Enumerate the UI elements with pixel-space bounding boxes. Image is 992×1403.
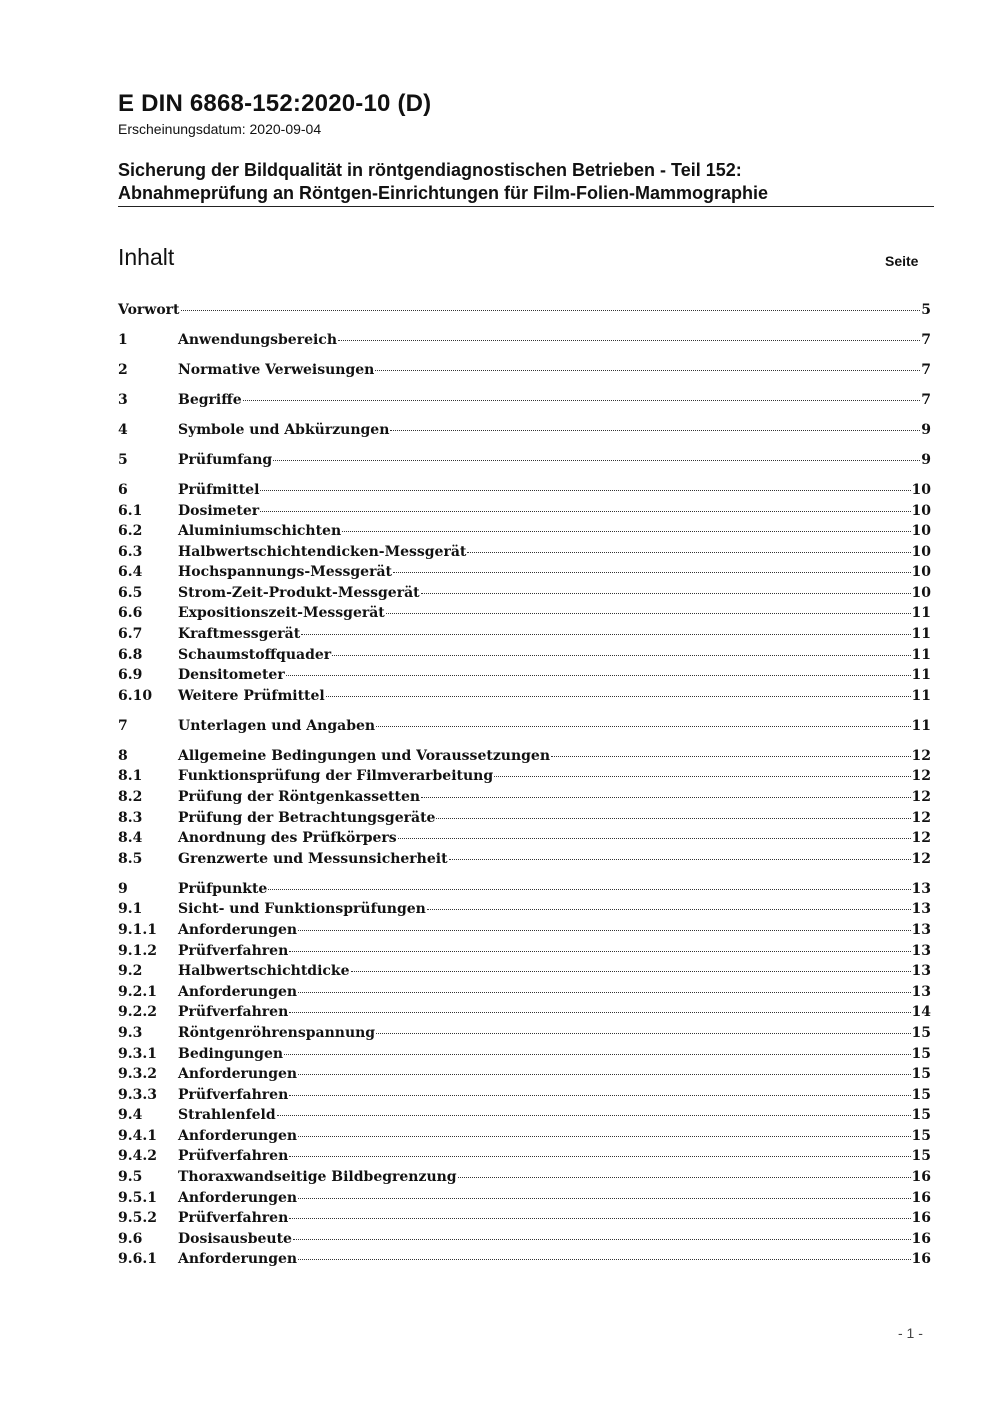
toc-entry-number: 1 — [118, 331, 128, 348]
toc-entry-title: Strom-Zeit-Produkt-Messgerät — [178, 584, 420, 601]
toc-entry-number: 9.4.2 — [118, 1148, 157, 1165]
toc-entry[interactable] — [118, 1190, 931, 1211]
toc-entry-title: Prüfung der Röntgenkassetten — [178, 789, 421, 805]
toc-entry-page: 12 — [911, 830, 931, 847]
toc-entry-page: 10 — [911, 584, 931, 601]
toc-dot-leader — [286, 675, 911, 676]
toc-entry-number: 9.2 — [118, 963, 143, 980]
toc-entry-number: 9.4.1 — [118, 1127, 157, 1144]
toc-dot-leader — [338, 340, 920, 341]
toc-entry[interactable] — [118, 362, 931, 383]
toc-entry-page: 16 — [911, 1189, 931, 1206]
toc-entry-number: 9.2.1 — [118, 983, 157, 1000]
toc-entry-number: 6.10 — [118, 687, 153, 704]
toc-entry[interactable] — [118, 626, 931, 647]
subtitle-line-2: Abnahmeprüfung an Röntgen-Einrichtungen für Film-Folien-Mammographie — [118, 183, 768, 203]
toc-entry-page: 13 — [911, 963, 931, 980]
toc-entry-title: Bedingungen — [178, 1045, 284, 1062]
toc-dot-leader — [449, 859, 911, 860]
toc-dot-leader — [390, 430, 920, 431]
toc-dot-leader — [458, 1177, 911, 1178]
toc-entry-number: 9.4 — [118, 1107, 143, 1124]
toc-dot-leader — [467, 552, 910, 553]
toc-dot-leader — [298, 1136, 910, 1137]
toc-entry-page: 13 — [911, 901, 931, 918]
toc-entry-title: Röntgenröhrenspannung — [178, 1024, 376, 1041]
toc-entry-title: Aluminiumschichten — [178, 523, 342, 540]
toc-dot-leader — [326, 696, 911, 697]
toc-entry-page: 10 — [911, 564, 931, 581]
toc-dot-leader — [298, 1074, 910, 1075]
document-id: E DIN 6868-152:2020-10 (D) — [118, 90, 432, 117]
toc-entry-page: 11 — [911, 717, 931, 734]
toc-dot-leader — [551, 756, 911, 757]
toc-entry-title: Prüfverfahren — [178, 1086, 289, 1103]
toc-dot-leader — [386, 613, 911, 614]
toc-dot-leader — [376, 1033, 910, 1034]
toc-dot-leader — [268, 889, 910, 890]
toc-dot-leader — [351, 971, 911, 972]
toc-page-column-label: Seite — [885, 253, 919, 269]
toc-entry[interactable] — [118, 984, 931, 1005]
toc-entry-page: 11 — [911, 626, 931, 643]
toc-entry-page: 12 — [911, 747, 931, 764]
toc-entry[interactable] — [118, 482, 931, 503]
toc-entry-number: 7 — [118, 717, 128, 734]
toc-entry[interactable] — [118, 1148, 931, 1169]
toc-entry-number: 2 — [118, 361, 128, 378]
toc-entry-title: Sicht- und Funktionsprüfungen — [178, 901, 426, 918]
toc-dot-leader — [427, 909, 911, 910]
toc-dot-leader — [421, 593, 911, 594]
toc-entry-title: Symbole und Abkürzungen — [178, 421, 390, 438]
toc-entry-number: 8.2 — [118, 789, 143, 805]
toc-entry[interactable] — [118, 647, 931, 668]
publication-date: Erscheinungsdatum: 2020-09-04 — [118, 121, 322, 137]
toc-dot-leader — [273, 460, 920, 461]
toc-entry[interactable] — [118, 523, 931, 544]
toc-entry-page: 15 — [911, 1148, 931, 1165]
toc-entry-number: 9.3 — [118, 1024, 143, 1041]
toc-entry-page: 13 — [911, 921, 931, 938]
toc-entry-page: 15 — [911, 1066, 931, 1083]
toc-dot-leader — [298, 1198, 910, 1199]
toc-entry-title: Begriffe — [178, 391, 242, 408]
toc-entry-number: 6.7 — [118, 626, 143, 643]
toc-entry[interactable] — [118, 392, 931, 413]
toc-entry-title: Anforderungen — [178, 1066, 298, 1083]
toc-entry-page: 12 — [911, 768, 931, 785]
toc-entry-number: 4 — [118, 421, 128, 438]
toc-entry-page: 10 — [911, 523, 931, 540]
toc-entry-title: Anordnung des Prüfkörpers — [178, 830, 397, 847]
toc-entry-page: 14 — [911, 1004, 931, 1021]
toc-entry-page: 15 — [911, 1086, 931, 1103]
toc-dot-leader — [298, 1259, 910, 1260]
toc-entry-page: 9 — [921, 451, 931, 468]
toc-dot-leader — [494, 776, 910, 777]
toc-entry-number: 9.3.3 — [118, 1086, 157, 1103]
toc-dot-leader — [393, 572, 911, 573]
toc-entry-number: 9.5.2 — [118, 1210, 157, 1227]
toc-entry-title: Expositionszeit-Messgerät — [178, 605, 385, 622]
toc-dot-leader — [284, 1054, 910, 1055]
toc-entry-title: Unterlagen und Angaben — [178, 717, 376, 734]
toc-entry-title: Prüfverfahren — [178, 942, 289, 959]
toc-entry-page: 12 — [911, 809, 931, 826]
toc-entry[interactable] — [118, 768, 931, 789]
toc-entry-page: 7 — [921, 361, 931, 378]
toc-entry-title: Hochspannungs-Messgerät — [178, 564, 392, 581]
toc-entry-number: 8.1 — [118, 768, 143, 785]
toc-entry-page: 7 — [921, 391, 931, 408]
toc-entry-page: 13 — [911, 983, 931, 1000]
toc-entry[interactable] — [118, 688, 931, 709]
toc-entry[interactable] — [118, 963, 931, 984]
toc-entry[interactable] — [118, 901, 931, 922]
toc-entry-title: Prüfumfang — [178, 451, 273, 468]
toc-entry-number: 9.2.2 — [118, 1004, 157, 1021]
toc-entry-title: Anforderungen — [178, 921, 298, 938]
document-subtitle — [118, 159, 938, 205]
toc-entry-title: Thoraxwandseitige Bildbegrenzung — [178, 1169, 457, 1186]
toc-entry-number: 8 — [118, 747, 128, 764]
toc-entry[interactable] — [118, 1251, 931, 1272]
toc-entry-title: Strahlenfeld — [178, 1107, 276, 1124]
toc-entry-page: 10 — [911, 502, 931, 519]
toc-entry-page: 12 — [911, 850, 931, 867]
toc-entry-title: Halbwertschichtdicke — [178, 963, 350, 980]
toc-entry-number: 6.6 — [118, 605, 143, 622]
title-divider — [118, 206, 934, 207]
toc-entry-page: 12 — [911, 789, 931, 805]
toc-entry[interactable] — [118, 503, 931, 524]
toc-dot-leader — [289, 1095, 910, 1096]
toc-entry[interactable] — [118, 881, 931, 902]
toc-entry[interactable] — [118, 302, 931, 323]
toc-heading: Inhalt — [118, 244, 175, 270]
toc-entry-title: Anforderungen — [178, 1189, 298, 1206]
toc-entry-number: 6.1 — [118, 502, 143, 519]
toc-entry-number: 9 — [118, 880, 128, 897]
toc-dot-leader — [376, 726, 910, 727]
toc-entry-title: Prüfverfahren — [178, 1210, 289, 1227]
toc-entry-number: 9.1 — [118, 901, 143, 918]
toc-entry-number: 9.6.1 — [118, 1251, 157, 1268]
toc-entry[interactable] — [118, 1025, 931, 1046]
toc-entry-number: 6.9 — [118, 667, 143, 684]
toc-entry-title: Prüfmittel — [178, 481, 260, 498]
toc-entry-page: 11 — [911, 646, 931, 663]
toc-entry-number: Vorwort — [118, 302, 180, 318]
toc-entry-number: 3 — [118, 391, 128, 408]
toc-entry-title: Allgemeine Bedingungen und Voraussetzungen — [178, 747, 550, 764]
toc-entry-title: Prüfverfahren — [178, 1148, 289, 1165]
toc-entry-page: 15 — [911, 1127, 931, 1144]
toc-entry-page: 13 — [911, 942, 931, 959]
toc-entry-page: 16 — [911, 1169, 931, 1186]
toc-dot-leader — [289, 1218, 910, 1219]
toc-entry-title: Dosisausbeute — [178, 1230, 292, 1247]
toc-dot-leader — [289, 1012, 910, 1013]
toc-entry-number: 6.4 — [118, 564, 143, 581]
toc-entry-title: Weitere Prüfmittel — [178, 687, 325, 704]
toc-dot-leader — [436, 818, 910, 819]
toc-entry[interactable] — [118, 851, 931, 872]
page-number: - 1 - — [898, 1325, 923, 1341]
toc-entry-number: 9.5.1 — [118, 1189, 157, 1206]
toc-dot-leader — [398, 838, 911, 839]
toc-entry-page: 15 — [911, 1045, 931, 1062]
toc-dot-leader — [260, 490, 910, 491]
toc-entry-title: Prüfung der Betrachtungsgeräte — [178, 809, 436, 826]
toc-entry[interactable] — [118, 1066, 931, 1087]
toc-dot-leader — [375, 370, 920, 371]
toc-entry-page: 5 — [921, 302, 931, 318]
toc-entry-title: Normative Verweisungen — [178, 361, 375, 378]
toc-entry[interactable] — [118, 718, 931, 739]
toc-entry-title: Anwendungsbereich — [178, 331, 337, 348]
toc-dot-leader — [289, 1156, 910, 1157]
toc-entry-number: 8.4 — [118, 830, 143, 847]
toc-entry-title: Halbwertschichtendicken-Messgerät — [178, 543, 467, 560]
toc-entry-number: 6.3 — [118, 543, 143, 560]
toc-entry-page: 11 — [911, 605, 931, 622]
toc-entry-page: 15 — [911, 1107, 931, 1124]
toc-entry[interactable] — [118, 605, 931, 626]
toc-entry-number: 6 — [118, 481, 128, 498]
toc-dot-leader — [277, 1115, 911, 1116]
toc-entry[interactable] — [118, 810, 931, 831]
toc-entry[interactable] — [118, 789, 931, 810]
toc-entry-number: 9.1.1 — [118, 921, 157, 938]
toc-entry-title: Anforderungen — [178, 1251, 298, 1268]
toc-dot-leader — [342, 531, 910, 532]
toc-dot-leader — [293, 1239, 911, 1240]
toc-entry[interactable] — [118, 422, 931, 443]
toc-entry[interactable] — [118, 585, 931, 606]
toc-dot-leader — [298, 992, 910, 993]
toc-entry-page: 10 — [911, 543, 931, 560]
toc-entry-number: 6.8 — [118, 646, 143, 663]
toc-entry-page: 16 — [911, 1210, 931, 1227]
toc-dot-leader — [332, 655, 910, 656]
toc-dot-leader — [181, 310, 921, 311]
toc-entry[interactable] — [118, 748, 931, 769]
toc-entry[interactable] — [118, 667, 931, 688]
toc-entry-number: 9.3.1 — [118, 1045, 157, 1062]
toc-entry[interactable] — [118, 943, 931, 964]
toc-entry[interactable] — [118, 332, 931, 353]
toc-entry[interactable] — [118, 1128, 931, 1149]
toc-entry-page: 16 — [911, 1251, 931, 1268]
toc-dot-leader — [260, 511, 910, 512]
toc-dot-leader — [298, 930, 910, 931]
toc-dot-leader — [421, 797, 910, 798]
toc-entry[interactable] — [118, 1004, 931, 1025]
toc-entry-number: 9.5 — [118, 1169, 143, 1186]
toc-entry-number: 8.5 — [118, 850, 143, 867]
toc-entry[interactable] — [118, 1087, 931, 1108]
toc-entry-number: 8.3 — [118, 809, 143, 826]
toc-entry-page: 13 — [911, 880, 931, 897]
toc-entry-number: 9.6 — [118, 1230, 143, 1247]
toc-entry[interactable] — [118, 564, 931, 585]
toc-entry-title: Anforderungen — [178, 1127, 298, 1144]
toc-entry-title: Densitometer — [178, 667, 285, 684]
toc-entry-page: 7 — [921, 331, 931, 348]
toc-entry-page: 11 — [911, 667, 931, 684]
toc-entry-page: 11 — [911, 687, 931, 704]
toc-entry-title: Prüfverfahren — [178, 1004, 289, 1021]
toc-entry[interactable] — [118, 1231, 931, 1252]
toc-entry-title: Dosimeter — [178, 502, 260, 519]
toc-entry-title: Funktionsprüfung der Filmverarbeitung — [178, 768, 494, 785]
table-of-contents — [118, 302, 931, 1272]
toc-entry[interactable] — [118, 1107, 931, 1128]
toc-entry-page: 16 — [911, 1230, 931, 1247]
toc-entry-number: 9.1.2 — [118, 942, 157, 959]
toc-dot-leader — [289, 951, 910, 952]
subtitle-line-1: Sicherung der Bildqualität in röntgendiagnostischen Betrieben - Teil 152: — [118, 160, 742, 180]
toc-entry[interactable] — [118, 1046, 931, 1067]
toc-entry-page: 15 — [911, 1024, 931, 1041]
toc-entry[interactable] — [118, 1169, 931, 1190]
toc-entry-title: Prüfpunkte — [178, 880, 268, 897]
toc-entry-number: 6.5 — [118, 584, 143, 601]
toc-entry[interactable] — [118, 544, 931, 565]
toc-entry-title: Kraftmessgerät — [178, 626, 301, 643]
toc-entry[interactable] — [118, 452, 931, 473]
toc-entry-number: 5 — [118, 451, 128, 468]
toc-entry[interactable] — [118, 830, 931, 851]
toc-entry-page: 10 — [911, 481, 931, 498]
toc-entry[interactable] — [118, 922, 931, 943]
toc-entry-title: Grenzwerte und Messunsicherheit — [178, 850, 448, 867]
toc-entry-title: Schaumstoffquader — [178, 646, 332, 663]
toc-dot-leader — [301, 634, 910, 635]
toc-entry[interactable] — [118, 1210, 931, 1231]
toc-entry-title: Anforderungen — [178, 983, 298, 1000]
toc-dot-leader — [243, 400, 921, 401]
toc-entry-number: 9.3.2 — [118, 1066, 157, 1083]
toc-entry-page: 9 — [921, 421, 931, 438]
toc-entry-number: 6.2 — [118, 523, 143, 540]
